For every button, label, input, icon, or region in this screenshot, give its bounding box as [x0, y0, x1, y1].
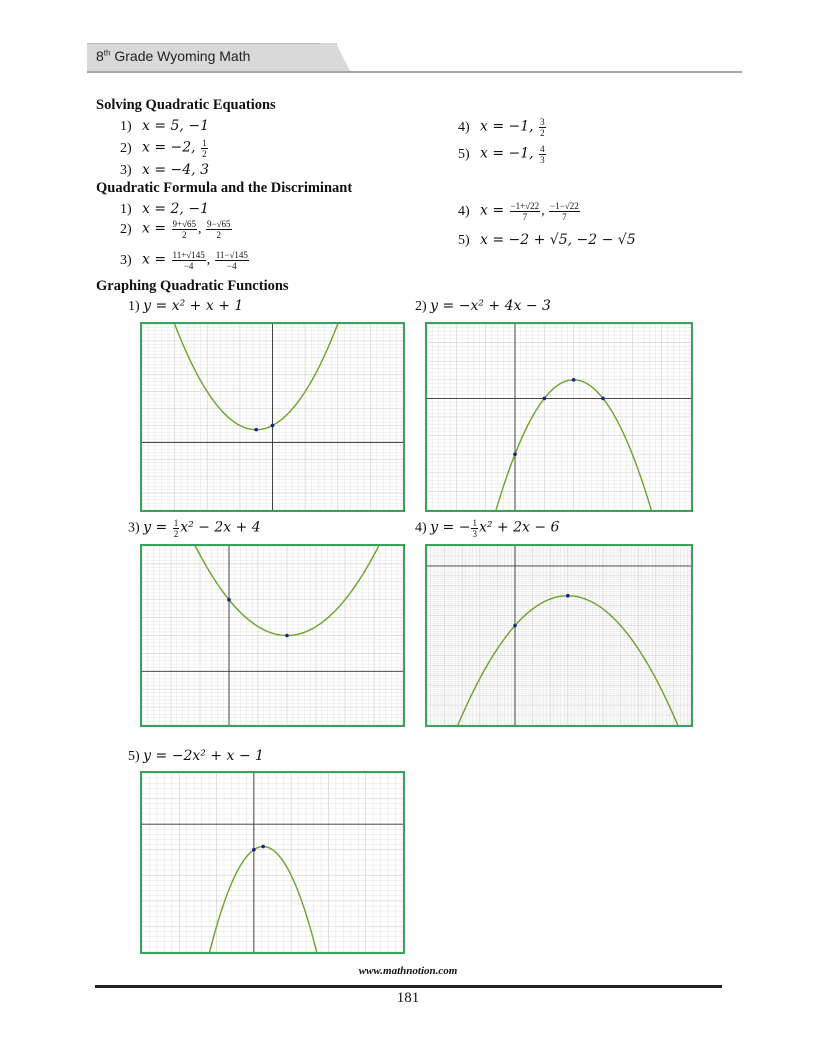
- formula-answer-2: 2) x = $\frac{9+√65}{2}$ , $\frac{9-√65}{2}$: [120, 219, 231, 240]
- graph-label-4: 4) y = − $\frac{1}{3}$ x² + 2x − 6: [415, 518, 560, 539]
- solving-answer-3: 3) x = −4, 3: [120, 162, 209, 178]
- key-point: [513, 452, 517, 456]
- solving-answer-1: 1) x = 5, −1: [120, 118, 209, 134]
- page-number: 181: [396, 990, 420, 1006]
- solving-answer-2: 2) x = −2, $\frac{1}{2}$: [120, 138, 207, 159]
- graph-5-plot: [142, 773, 403, 952]
- parabola-curve: [427, 596, 691, 725]
- footer-rule: [95, 985, 722, 988]
- key-point: [254, 428, 258, 432]
- graph-label-2: 2) y = −x² + 4x − 3: [415, 298, 551, 314]
- parabola-curve: [142, 546, 403, 636]
- key-point: [285, 634, 289, 638]
- graph-label-5: 5) y = −2x² + x − 1: [128, 748, 264, 764]
- header-rule: [87, 71, 742, 73]
- key-point: [227, 598, 231, 602]
- solving-answer-4: 4) x = −1, $\frac{3}{2}$: [458, 117, 545, 138]
- parabola-curve: [142, 847, 403, 952]
- graph-5: [140, 771, 405, 954]
- formula-answer-4: 4) x = $\frac{-1+√22}{7}$ , $\frac{-1-√22}{7}$: [458, 201, 579, 222]
- key-point: [543, 397, 547, 401]
- graph-3-plot: [142, 546, 403, 725]
- graph-label-1: 1) y = x² + x + 1: [128, 298, 244, 314]
- header-tab-slant: [320, 43, 350, 73]
- parabola-curve: [427, 380, 691, 510]
- footer-url: www.mathnotion.com: [358, 965, 458, 977]
- key-point: [513, 624, 517, 628]
- formula-answer-3: 3) x = $\frac{11+√145}{-4}$ , $\frac{11-√145}{-4}$: [120, 250, 248, 271]
- formula-answer-1: 1) x = 2, −1: [120, 201, 209, 217]
- solving-answer-5: 5) x = −1, $\frac{4}{3}$: [458, 144, 545, 165]
- graph-2: [425, 322, 693, 512]
- formula-answer-5: 5) x = −2 + √5, −2 − √5: [458, 232, 636, 248]
- header-title: 8th Grade Wyoming Math: [96, 48, 251, 64]
- section-title-formula: Quadratic Formula and the Discriminant: [96, 180, 353, 196]
- graph-1: [140, 322, 405, 512]
- key-point: [271, 424, 275, 428]
- graph-3: [140, 544, 405, 727]
- key-point: [601, 397, 605, 401]
- key-point: [261, 845, 265, 849]
- graph-4-plot: [427, 546, 691, 725]
- graph-label-3: 3) y = $\frac{1}{2}$ x² − 2x + 4: [128, 518, 261, 539]
- section-title-graphing: Graphing Quadratic Functions: [96, 278, 289, 294]
- graph-4: [425, 544, 693, 727]
- graph-2-plot: [427, 324, 691, 510]
- key-point: [572, 378, 576, 382]
- key-point: [566, 594, 570, 598]
- graph-1-plot: [142, 324, 403, 510]
- key-point: [252, 848, 256, 852]
- section-title-solving: Solving Quadratic Equations: [96, 97, 276, 113]
